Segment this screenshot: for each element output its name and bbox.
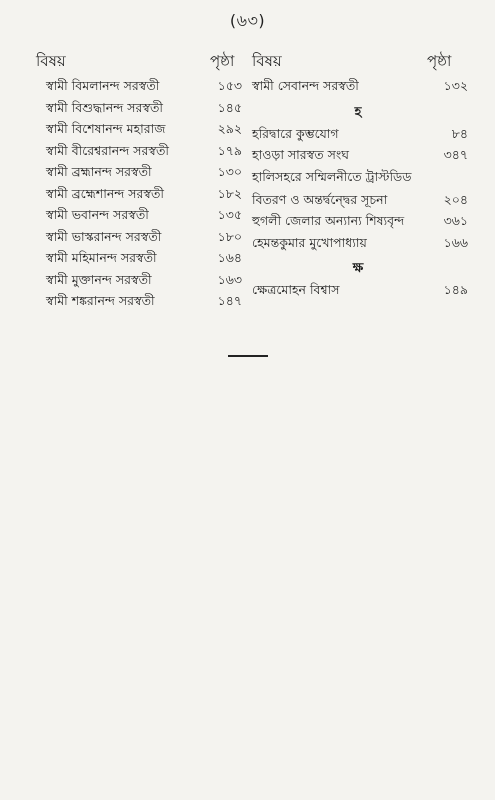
section-heading-ksha: ক্ষ	[352, 261, 364, 276]
entry-subject: স্বামী বিশুদ্ধানন্দ সরস্বতী	[46, 99, 163, 115]
entry-page: ১৩৫	[217, 207, 242, 222]
right-index-column	[248, 78, 468, 304]
index-entry	[42, 272, 242, 294]
entry-subject: হাওড়া সারস্বত সংঘ	[252, 147, 349, 162]
entry-page: ১৮২	[217, 185, 242, 201]
index-entry	[42, 100, 242, 122]
entry-page: ৩৪৭	[443, 147, 468, 162]
entry-page: ১৩০	[217, 164, 242, 179]
entry-page: ১৬৬	[443, 234, 468, 250]
left-page-header: পৃষ্ঠা	[210, 52, 235, 70]
entry-subject: হরিদ্বারে কুম্ভযোগ	[252, 125, 339, 141]
entry-page: ১৪৯	[443, 282, 468, 297]
end-divider-rule	[228, 355, 268, 357]
entry-page: ৮৪	[451, 125, 468, 141]
entry-page: ১৪৭	[217, 293, 242, 308]
entry-subject: স্বামী বীরেশ্বরানন্দ সরস্বতী	[46, 142, 169, 158]
entry-subject: স্বামী সেবানন্দ সরস্বতী	[252, 78, 359, 93]
index-entry	[248, 169, 468, 192]
entry-page: ১৭৯	[217, 142, 242, 158]
entry-page: ১৬৩	[217, 271, 242, 287]
entry-page: ১৪৫	[217, 99, 242, 115]
entry-page: ১৮০	[217, 228, 242, 244]
index-entry	[248, 235, 468, 257]
index-entry	[42, 186, 242, 208]
left-subject-header: বিষয়	[36, 52, 66, 70]
entry-subject: ক্ষেত্রমোহন বিশ্বাস	[252, 282, 340, 297]
index-entry	[42, 121, 242, 143]
index-entry	[42, 250, 242, 272]
entry-subject: বিতরণ ও অন্তর্দ্বন্দ্বের সূচনা	[252, 191, 388, 207]
entry-subject: স্বামী বিশেষানন্দ মহারাজ	[46, 121, 166, 136]
entry-page: ৩৬১	[443, 213, 468, 228]
entry-subject: স্বামী ব্রহ্মানন্দ সরস্বতী	[46, 164, 152, 179]
section-heading-ha: হ	[354, 104, 362, 120]
entry-page: ১৩২	[443, 78, 468, 93]
page-number: (৬৩)	[229, 11, 266, 30]
index-entry	[248, 147, 468, 169]
entry-subject: স্বামী শঙ্করানন্দ সরস্বতী	[46, 293, 155, 308]
entry-subject: হালিসহরে সম্মিলনীতে ট্রাস্টডিড	[252, 168, 412, 184]
entry-subject: স্বামী বিমলানন্দ সরস্বতী	[46, 78, 160, 93]
entry-subject: হেমন্তকুমার মুখোপাধ্যায়	[252, 234, 367, 250]
right-subject-header: বিষয়	[252, 52, 282, 70]
index-entry	[42, 207, 242, 229]
index-entry	[42, 293, 242, 315]
entry-subject: হুগলী জেলার অন্যান্য শিষ্যবৃন্দ	[252, 213, 405, 228]
index-entry	[248, 282, 468, 304]
entry-subject: স্বামী ভাস্করানন্দ সরস্বতী	[46, 228, 162, 244]
entry-subject: স্বামী মহিমানন্দ সরস্বতী	[46, 250, 157, 265]
index-entry	[42, 78, 242, 100]
entry-subject: স্বামী মুক্তানন্দ সরস্বতী	[46, 271, 152, 287]
entry-page: ২৯২	[217, 121, 242, 136]
right-page-header: পৃষ্ঠা	[427, 52, 452, 70]
left-index-column	[42, 78, 242, 315]
entry-subject: স্বামী ভবানন্দ সরস্বতী	[46, 207, 149, 222]
index-entry	[248, 78, 468, 100]
entry-page: ১৬৪	[217, 250, 242, 265]
entry-page: ২০৪	[443, 191, 468, 207]
index-entry	[248, 126, 468, 148]
index-entry	[42, 164, 242, 186]
entry-subject: স্বামী ব্রহ্মেশানন্দ সরস্বতী	[46, 185, 164, 201]
index-entry-continuation	[248, 192, 468, 214]
index-entry	[42, 143, 242, 165]
index-entry	[248, 213, 468, 235]
entry-page: ১৫৩	[217, 78, 242, 93]
index-entry	[42, 229, 242, 251]
